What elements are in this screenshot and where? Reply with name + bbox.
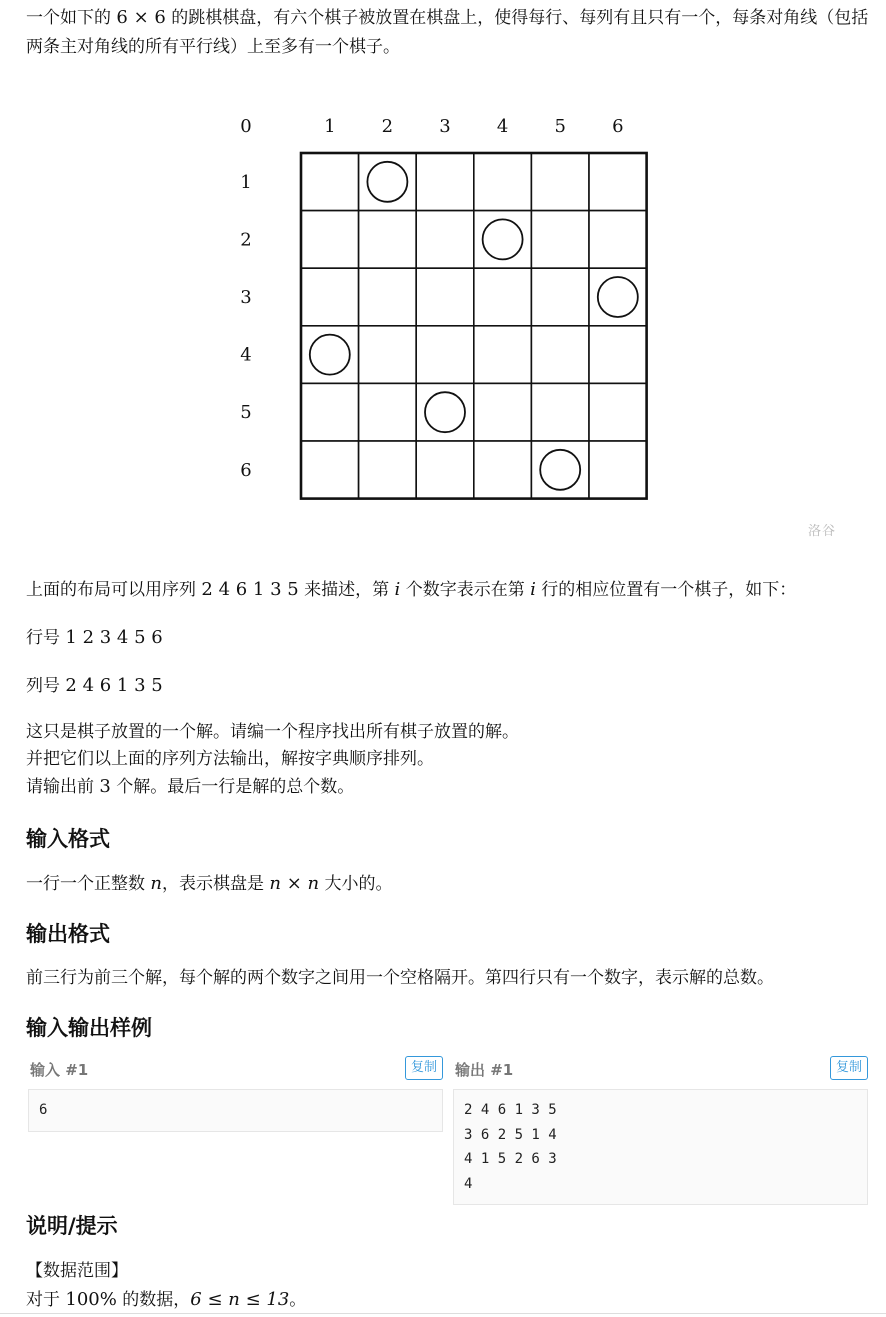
row-index-label: 1	[240, 171, 252, 193]
note-line: 这只是棋子放置的一个解。请编一个程序找出所有棋子放置的解。	[26, 722, 519, 742]
column-numbers-line	[26, 671, 163, 701]
copy-input-button[interactable]: 复制	[405, 1056, 443, 1080]
row-index-label: 3	[240, 287, 252, 308]
board-cell	[359, 326, 417, 384]
data-range-text	[26, 1285, 306, 1315]
board-cell	[531, 268, 589, 326]
hint-text: 。	[289, 1290, 307, 1310]
note-number: 3	[99, 776, 111, 797]
checker-piece	[425, 392, 465, 432]
input-text: 一行一个正整数	[26, 874, 151, 894]
board-cell	[359, 211, 417, 269]
column-index-label: 4	[496, 116, 509, 137]
board-cell	[301, 268, 359, 326]
checker-piece	[367, 162, 407, 202]
input-format-text	[26, 869, 393, 899]
column-index-label: 3	[439, 116, 451, 137]
sample-output-block	[453, 1054, 868, 1205]
column-index-label: 0	[240, 116, 252, 137]
column-label: 列号	[26, 676, 66, 696]
copy-output-button[interactable]: 复制	[830, 1056, 868, 1080]
row-index-label: 2	[240, 229, 252, 251]
board-cell	[301, 441, 359, 499]
checker-piece	[598, 277, 638, 317]
board-cell	[589, 326, 647, 384]
column-index-label: 1	[324, 116, 336, 137]
desc-text: 个数字表示在第	[400, 580, 531, 600]
hint-text: 的数据，	[116, 1290, 191, 1310]
board-cell	[531, 153, 589, 211]
row-numbers-line	[26, 623, 163, 653]
board-cell	[416, 268, 474, 326]
input-format-heading: 输入格式	[26, 827, 110, 851]
i-variable: i	[530, 579, 536, 600]
percent-math: 100%	[65, 1289, 117, 1310]
board-cell	[416, 326, 474, 384]
note-line: 并把它们以上面的序列方法输出，解按字典顺序排列。	[26, 749, 434, 769]
board-cell	[531, 326, 589, 384]
chessboard-svg	[226, 108, 656, 508]
row-index-label: 4	[240, 344, 252, 366]
data-range-label: 【数据范围】	[26, 1261, 128, 1281]
sequence-math: 2 4 6 1 3 5	[201, 579, 299, 600]
constraint-math: 6 ≤ n ≤ 13	[190, 1289, 290, 1310]
sample-input-header	[28, 1054, 443, 1084]
n-variable: n	[150, 873, 162, 894]
output-format-text: 前三行为前三个解，每个解的两个数字之间用一个空格隔开。第四行只有一个数字，表示解的总数。	[26, 968, 774, 988]
board-cell	[474, 153, 532, 211]
checker-piece	[310, 335, 350, 375]
sample-output-content[interactable]: 2 4 6 1 3 5 3 6 2 5 1 4 4 1 5 2 6 3 4	[453, 1089, 868, 1205]
board-cell	[474, 383, 532, 441]
bottom-divider	[0, 1313, 886, 1314]
board-cell	[531, 211, 589, 269]
board-cell	[416, 153, 474, 211]
sample-input-block	[28, 1054, 443, 1132]
column-values: 2 4 6 1 3 5	[65, 675, 163, 696]
input-text: 大小的。	[319, 874, 393, 894]
board-cell	[589, 441, 647, 499]
board-cell	[589, 383, 647, 441]
desc-text: 上面的布局可以用序列	[26, 580, 202, 600]
row-values: 1 2 3 4 5 6	[65, 627, 163, 648]
board-cell	[359, 383, 417, 441]
board-cell	[359, 441, 417, 499]
board-cell	[589, 153, 647, 211]
row-index-label: 6	[240, 459, 252, 481]
board-cell	[359, 268, 417, 326]
checker-piece	[540, 450, 580, 490]
board-cell	[301, 383, 359, 441]
note-text: 请输出前	[26, 777, 100, 797]
desc-text: 来描述，第	[298, 580, 395, 600]
desc-text: 行的相应位置有一个棋子，如下：	[535, 580, 797, 600]
input-text: ，表示棋盘是	[162, 874, 270, 894]
intro-text: 一个如下的	[26, 8, 117, 28]
sample-input-title: 输入 #1	[30, 1061, 89, 1079]
hint-heading: 说明/提示	[26, 1214, 118, 1238]
sample-input-content[interactable]: 6	[28, 1089, 443, 1132]
board-cell	[416, 211, 474, 269]
output-format-heading: 输出格式	[26, 922, 110, 946]
row-index-label: 5	[240, 402, 252, 424]
hint-text: 对于	[26, 1290, 66, 1310]
nxn-math: n × n	[269, 873, 320, 894]
sample-output-header	[453, 1054, 868, 1084]
samples-heading: 输入输出样例	[26, 1016, 152, 1040]
luogu-watermark: 洛谷	[808, 524, 837, 539]
row-label: 行号	[26, 628, 66, 648]
chessboard-figure	[226, 108, 656, 528]
board-cell	[531, 383, 589, 441]
note-line	[26, 773, 519, 801]
board-cell	[474, 326, 532, 384]
column-index-label: 6	[612, 116, 624, 137]
board-cell	[589, 211, 647, 269]
board-cell	[301, 211, 359, 269]
notes-paragraph	[26, 719, 519, 801]
i-variable: i	[394, 579, 401, 600]
column-index-label: 2	[381, 116, 394, 137]
intro-paragraph	[26, 3, 870, 62]
sample-output-title: 输出 #1	[455, 1061, 514, 1079]
checker-piece	[483, 219, 523, 259]
intro-text-rest: 的跳棋棋盘，有六个棋子被放置在棋盘上，使得每行、每列有且只有一个，每条对角线（包括两条主对角线的所有平行线）上至多有一个棋子。	[26, 8, 869, 57]
column-index-label: 5	[554, 116, 566, 137]
board-cell	[474, 268, 532, 326]
board-cell	[416, 441, 474, 499]
board-cell	[474, 441, 532, 499]
sequence-description	[26, 575, 796, 605]
note-text: 个解。最后一行是解的总个数。	[110, 777, 355, 797]
board-cell	[301, 153, 359, 211]
board-size-math: 6 × 6	[116, 7, 166, 28]
